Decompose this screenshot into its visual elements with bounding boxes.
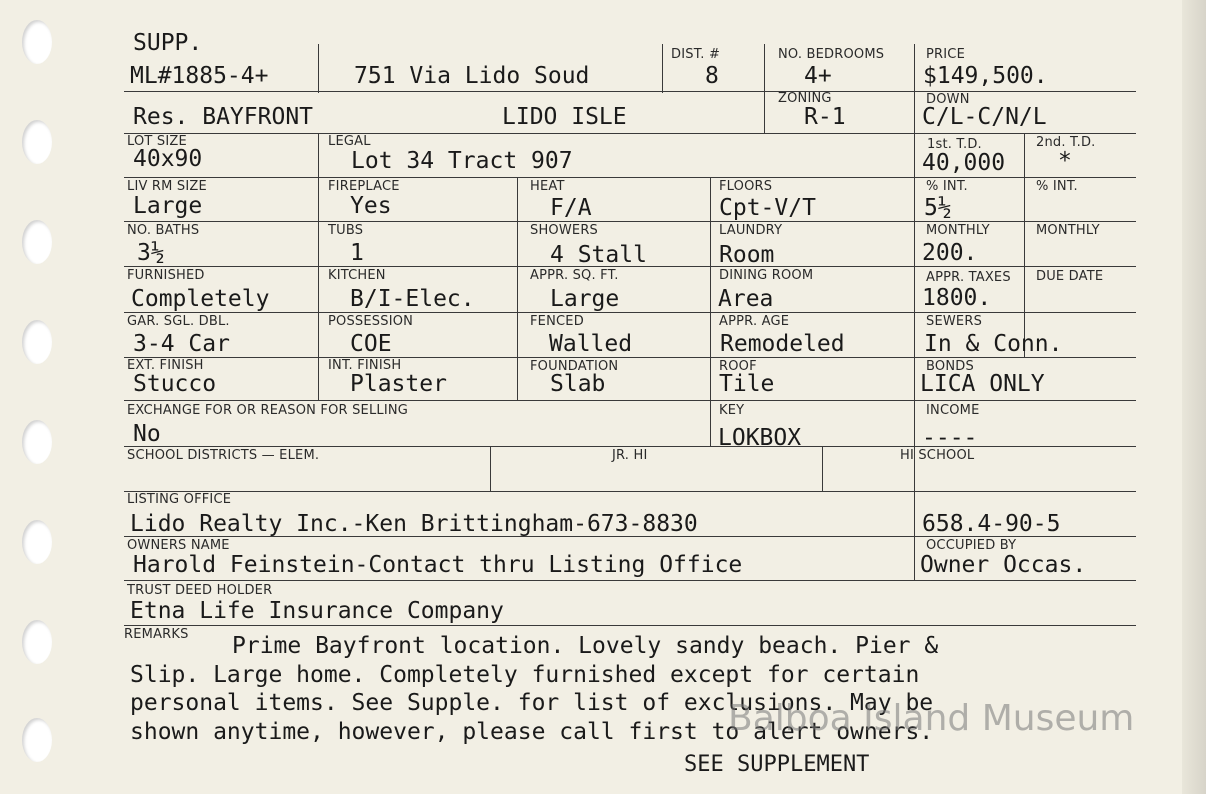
roof-value: Tile (719, 371, 775, 397)
rule (914, 491, 915, 581)
monthly-value: 200. (922, 240, 978, 266)
rule (124, 625, 1136, 626)
remarks-line: personal items. See Supple. for list of exclusions. May be (130, 690, 934, 716)
rule (914, 44, 915, 492)
exchange-label: EXCHANGE FOR OR REASON FOR SELLING (127, 403, 409, 418)
second-td-label: 2nd. T.D. (1036, 135, 1096, 150)
dist-value: 8 (705, 63, 719, 89)
rule (124, 446, 1136, 447)
occupied-by-label: OCCUPIED BY (926, 538, 1017, 553)
tubs-value: 1 (350, 240, 364, 266)
possession-label: POSSESSION (328, 314, 414, 329)
museum-watermark: Balboa Island Museum (728, 698, 1135, 739)
foundation-value: Slab (550, 371, 606, 397)
trust-deed-value: Etna Life Insurance Company (130, 598, 504, 624)
liv-rm-value: Large (133, 193, 203, 219)
foundation-label: FOUNDATION (530, 359, 619, 374)
heat-value: F/A (550, 195, 592, 221)
pct-int-value: 5½ (924, 195, 952, 221)
rule (662, 44, 663, 93)
rule (764, 44, 765, 134)
zoning-label: ZONING (778, 91, 832, 106)
rule (124, 91, 1136, 92)
rule (517, 177, 518, 401)
key-label: KEY (719, 403, 745, 418)
legal-value: Lot 34 Tract 907 (351, 148, 573, 174)
listing-office-value: Lido Realty Inc.-Ken Brittingham-673-8830 (130, 511, 698, 537)
int-finish-value: Plaster (350, 371, 447, 397)
ml-number: ML#1885-4+ (130, 63, 269, 89)
price-value: $149,500. (923, 63, 1048, 89)
appr-taxes-label: APPR. TAXES (926, 270, 1011, 285)
showers-label: SHOWERS (530, 223, 599, 238)
appr-age-label: APPR. AGE (719, 314, 790, 329)
floors-label: FLOORS (719, 179, 773, 194)
card-edge-shadow (1182, 0, 1206, 794)
appr-taxes-value: 1800. (922, 285, 992, 311)
rule (124, 357, 1136, 358)
garage-label: GAR. SGL. DBL. (127, 314, 230, 329)
baths-value: 3½ (137, 240, 165, 266)
dining-room-value: Area (718, 286, 774, 312)
remarks-line: shown anytime, however, please call first to alert owners. (130, 718, 934, 745)
bedrooms-value: 4+ (804, 63, 832, 89)
pct-int-2-label: % INT. (1036, 179, 1078, 194)
owners-name-value: Harold Feinstein-Contact thru Listing Office (133, 552, 743, 578)
see-supplement: SEE SUPPLEMENT (684, 752, 870, 777)
remarks-label: REMARKS (124, 627, 189, 642)
fireplace-label: FIREPLACE (328, 179, 400, 194)
floors-value: Cpt-V/T (719, 195, 816, 221)
liv-rm-label: LIV RM SIZE (127, 179, 207, 194)
residence-type: Res. BAYFRONT (133, 104, 314, 130)
bonds-value: LICA ONLY (920, 371, 1045, 397)
dining-room-label: DINING ROOM (719, 268, 814, 283)
showers-value: 4 Stall (550, 242, 647, 268)
heat-label: HEAT (530, 179, 565, 194)
remarks-line: Slip. Large home. Completely furnished except for certain (130, 661, 920, 688)
binder-hole (22, 220, 52, 264)
rule (490, 446, 491, 492)
hi-school-label: HI SCHOOL (900, 448, 975, 463)
jr-hi-label: JR. HI (612, 448, 648, 463)
binder-hole (22, 520, 52, 564)
tubs-label: TUBS (328, 223, 364, 238)
rule (124, 221, 1136, 222)
furnished-label: FURNISHED (127, 268, 205, 283)
price-label: PRICE (926, 47, 965, 62)
address: 751 Via Lido Soud (354, 63, 590, 89)
binder-hole (22, 320, 52, 364)
lot-size-value: 40x90 (133, 146, 203, 172)
monthly-label: MONTHLY (926, 223, 990, 238)
listing-office-label: LISTING OFFICE (127, 492, 232, 507)
appr-sq-ft-label: APPR. SQ. FT. (530, 268, 619, 283)
rule (124, 400, 1136, 401)
rule (124, 580, 1136, 581)
exchange-value: No (133, 421, 161, 447)
income-value: ---- (922, 425, 978, 451)
furnished-value: Completely (131, 286, 270, 312)
appr-age-value: Remodeled (720, 331, 845, 357)
first-td-value: 40,000 (922, 150, 1006, 176)
ext-finish-label: EXT. FINISH (127, 358, 204, 373)
binder-hole (22, 20, 52, 64)
zoning-value: R-1 (804, 104, 846, 130)
legal-label: LEGAL (328, 134, 371, 149)
supp-mark: SUPP. (133, 30, 203, 56)
laundry-label: LAUNDRY (719, 223, 783, 238)
rule (124, 133, 1136, 134)
binder-hole (22, 420, 52, 464)
int-finish-label: INT. FINISH (328, 358, 402, 373)
rule (318, 133, 319, 401)
binder-hole (22, 620, 52, 664)
down-value: C/L-C/N/L (922, 104, 1047, 130)
kitchen-label: KITCHEN (328, 268, 386, 283)
pct-int-label: % INT. (926, 179, 968, 194)
trust-deed-label: TRUST DEED HOLDER (127, 583, 273, 598)
binder-hole (22, 120, 52, 164)
baths-label: NO. BATHS (127, 223, 200, 238)
bonds-label: BONDS (926, 359, 974, 374)
owners-name-label: OWNERS NAME (127, 538, 230, 553)
school-elem-label: SCHOOL DISTRICTS — ELEM. (127, 448, 320, 463)
sewers-label: SEWERS (926, 314, 983, 329)
garage-value: 3-4 Car (133, 331, 230, 357)
lot-size-label: LOT SIZE (127, 134, 187, 149)
second-td-value: * (1058, 148, 1072, 174)
down-label: DOWN (926, 92, 970, 107)
key-value: LOKBOX (718, 425, 802, 451)
rule (710, 177, 711, 446)
binder-hole (22, 718, 52, 762)
monthly-2-label: MONTHLY (1036, 223, 1100, 238)
due-date-label: DUE DATE (1036, 269, 1104, 284)
area-name: LIDO ISLE (502, 104, 627, 130)
appr-sq-ft-value: Large (550, 286, 620, 312)
ext-finish-value: Stucco (133, 371, 217, 397)
first-td-label: 1st. T.D. (927, 137, 982, 152)
roof-label: ROOF (719, 359, 757, 374)
rule (1024, 133, 1025, 357)
rule (822, 446, 823, 492)
bedrooms-label: NO. BEDROOMS (778, 47, 885, 62)
rule (318, 44, 319, 93)
fenced-value: Walled (549, 331, 633, 357)
remarks-line: Prime Bayfront location. Lovely sandy beach. Pier & (232, 633, 939, 659)
possession-value: COE (350, 331, 392, 357)
fireplace-value: Yes (350, 193, 392, 219)
laundry-value: Room (719, 242, 775, 268)
dist-label: DIST. # (671, 47, 721, 62)
rule (124, 177, 1136, 178)
fenced-label: FENCED (530, 314, 584, 329)
kitchen-value: B/I-Elec. (350, 286, 475, 312)
rule (124, 491, 1136, 492)
income-label: INCOME (926, 403, 980, 418)
occupied-by-value: Owner Occas. (920, 552, 1087, 578)
sewers-value: In & Conn. (924, 331, 1063, 357)
rule (124, 312, 1136, 313)
listing-code: 658.4-90-5 (922, 511, 1061, 537)
